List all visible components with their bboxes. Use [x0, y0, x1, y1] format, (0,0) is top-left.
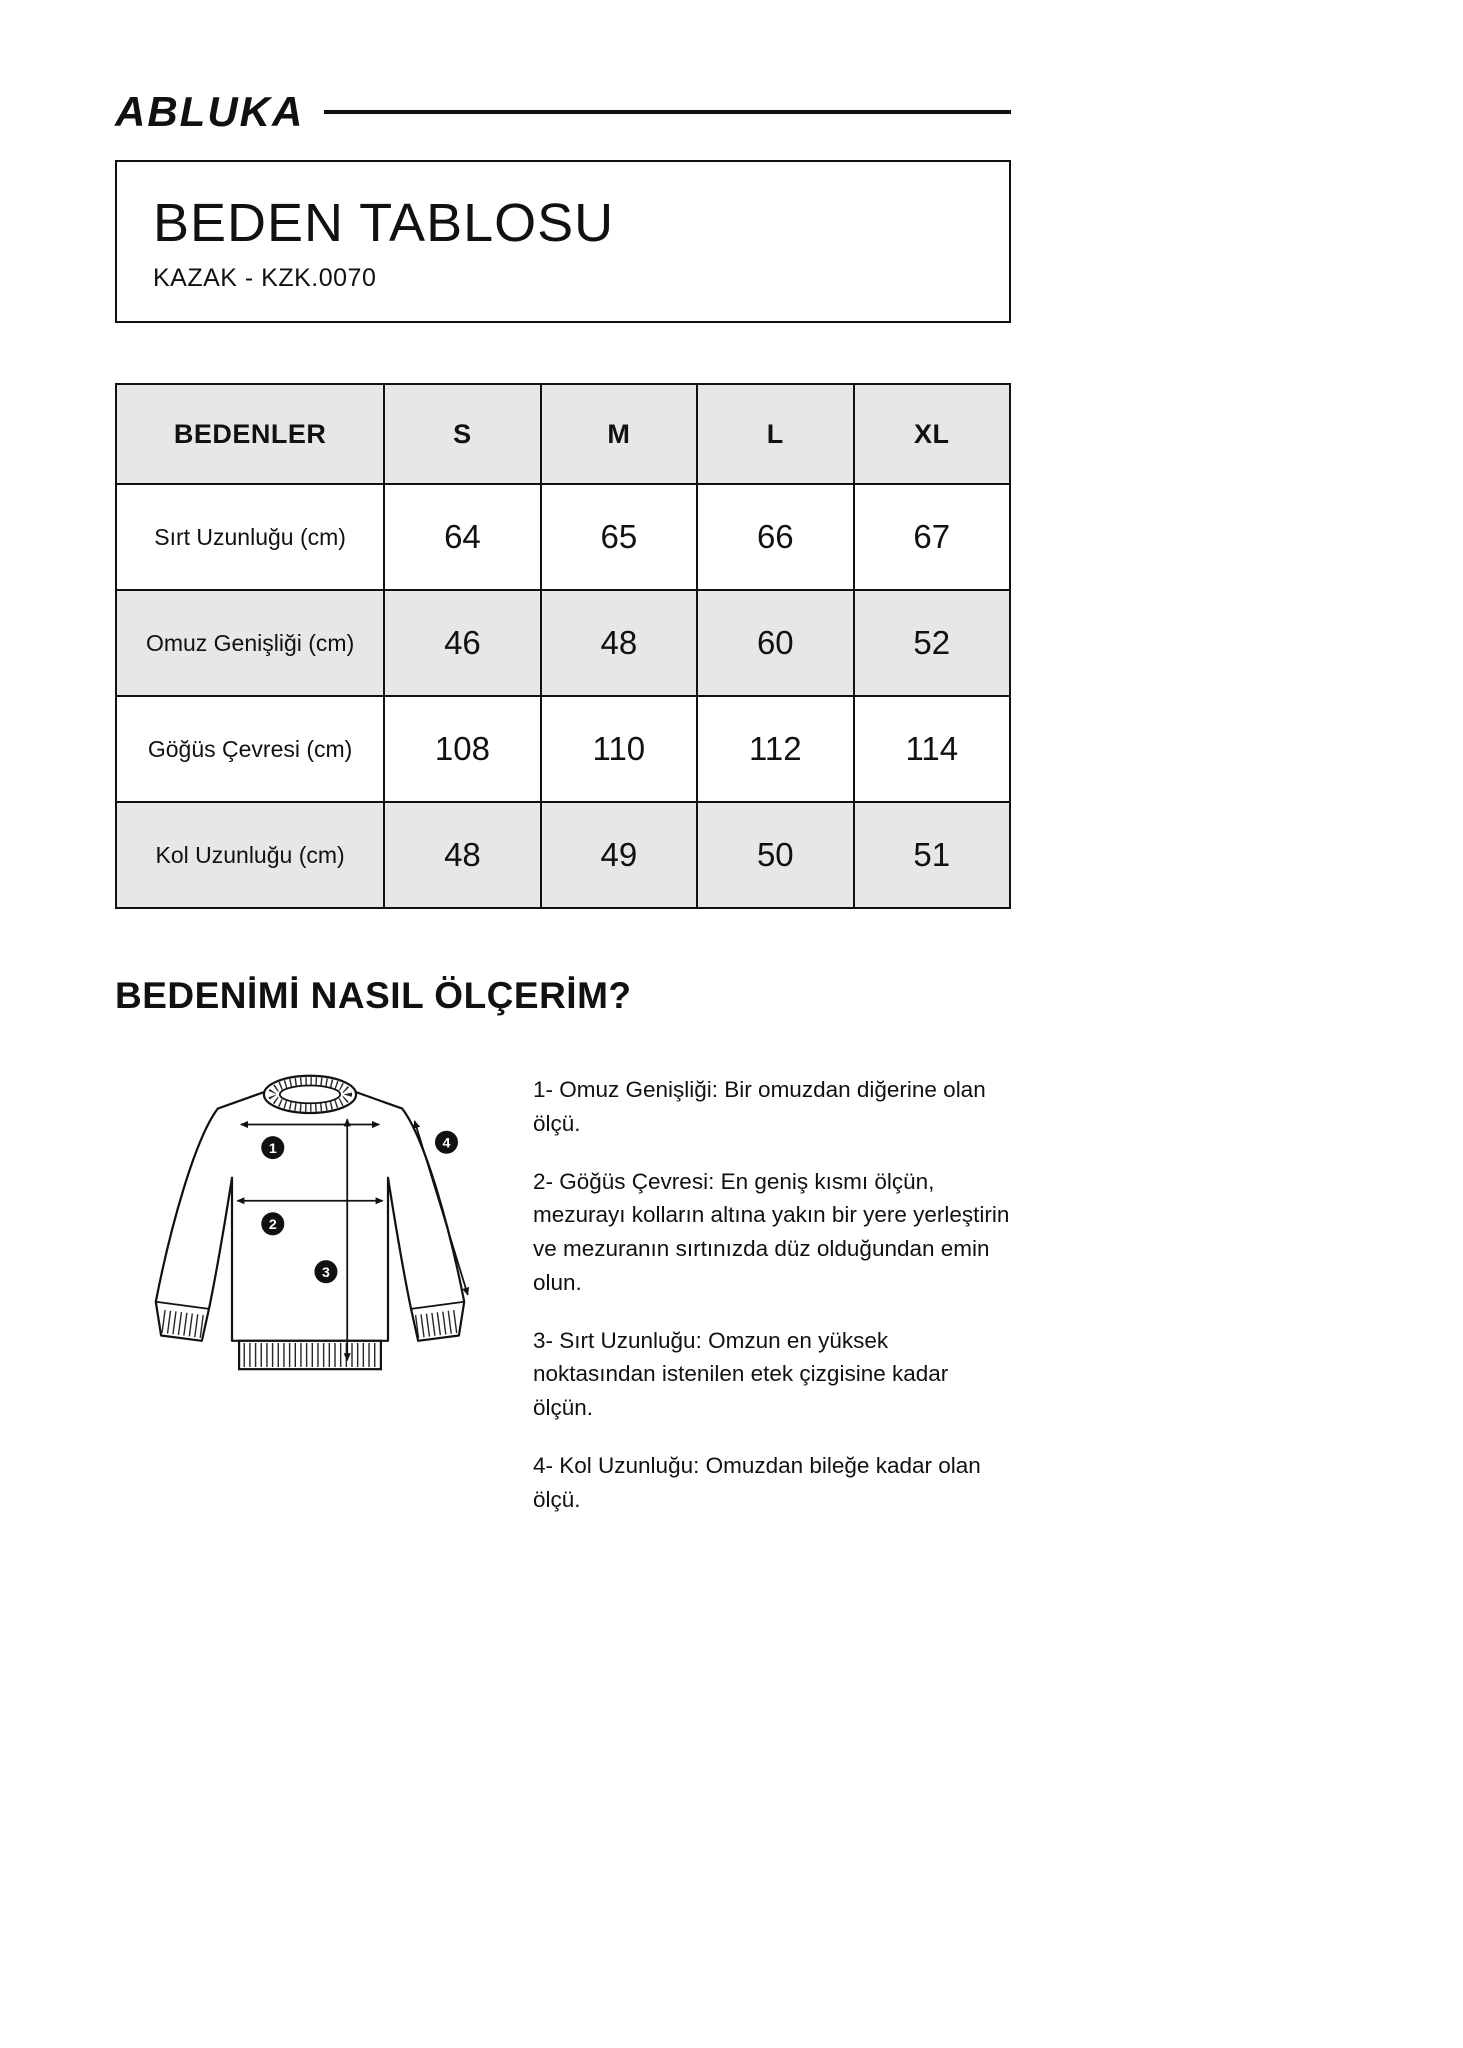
value-cell: 67	[854, 484, 1010, 590]
collar-inner	[280, 1086, 340, 1104]
value-cell: 65	[541, 484, 697, 590]
header-cell-l: L	[697, 384, 853, 484]
row-label: Kol Uzunluğu (cm)	[116, 802, 384, 908]
row-label: Omuz Genişliği (cm)	[116, 590, 384, 696]
title-box	[115, 160, 1011, 323]
table-row	[116, 590, 1010, 696]
page	[115, 0, 1011, 1540]
marker-3	[314, 1260, 337, 1283]
sweater-diagram	[115, 1043, 505, 1540]
value-cell: 46	[384, 590, 540, 696]
svg-text:3: 3	[322, 1264, 330, 1281]
row-label: Göğüs Çevresi (cm)	[116, 696, 384, 802]
header-cell-s: S	[384, 384, 540, 484]
value-cell: 49	[541, 802, 697, 908]
value-cell: 48	[541, 590, 697, 696]
table-row	[116, 696, 1010, 802]
instruction-back-length: 3- Sırt Uzunluğu: Omzun en yüksek noktasından istenilen etek çizgisine kadar ölçün.	[533, 1327, 949, 1420]
hem-band	[239, 1341, 381, 1369]
value-cell: 50	[697, 802, 853, 908]
value-cell: 66	[697, 484, 853, 590]
svg-text:1: 1	[268, 1140, 277, 1157]
row-label: Sırt Uzunluğu (cm)	[116, 484, 384, 590]
header-cell-xl: XL	[854, 384, 1010, 484]
marker-2	[261, 1212, 284, 1235]
value-cell: 112	[697, 696, 853, 802]
sweater-illustration	[115, 1043, 505, 1398]
logo-row	[115, 88, 1011, 136]
measure-section-heading: BEDENİMİ NASIL ÖLÇERİM?	[115, 975, 632, 1016]
value-cell: 51	[854, 802, 1010, 908]
value-cell: 48	[384, 802, 540, 908]
marker-1	[261, 1136, 284, 1159]
value-cell: 114	[854, 696, 1010, 802]
svg-text:2: 2	[268, 1217, 277, 1234]
instruction-chest: 2- Göğüs Çevresi: En geniş kısmı ölçün, mezurayı kolların altına yakın bir yere yerleştirin ve mezuranın sırtınızda düz olduğundan emin olun.	[533, 1168, 1010, 1295]
size-table	[115, 383, 1011, 909]
instruction-shoulder: 1- Omuz Genişliği: Bir omuzdan diğerine olan ölçü.	[533, 1077, 986, 1136]
value-cell: 64	[384, 484, 540, 590]
measure-instructions	[505, 1043, 1011, 1540]
product-code: KAZAK - KZK.0070	[153, 264, 377, 292]
value-cell: 108	[384, 696, 540, 802]
value-cell: 52	[854, 590, 1010, 696]
page-title: BEDEN TABLOSU	[153, 193, 615, 253]
svg-text:4: 4	[442, 1135, 451, 1152]
instruction-sleeve: 4- Kol Uzunluğu: Omuzdan bileğe kadar olan ölçü.	[533, 1452, 981, 1512]
sweater-body	[156, 1091, 464, 1341]
table-header-row	[116, 384, 1010, 484]
table-row	[116, 484, 1010, 590]
marker-4	[435, 1131, 458, 1154]
header-cell-m: M	[541, 384, 697, 484]
logo-divider-line	[324, 110, 1011, 114]
header-cell-bedenler: BEDENLER	[116, 384, 384, 484]
table-row	[116, 802, 1010, 908]
measure-section	[115, 1043, 1011, 1540]
value-cell: 110	[541, 696, 697, 802]
value-cell: 60	[697, 590, 853, 696]
brand-logo: ABLUKA	[115, 88, 305, 135]
